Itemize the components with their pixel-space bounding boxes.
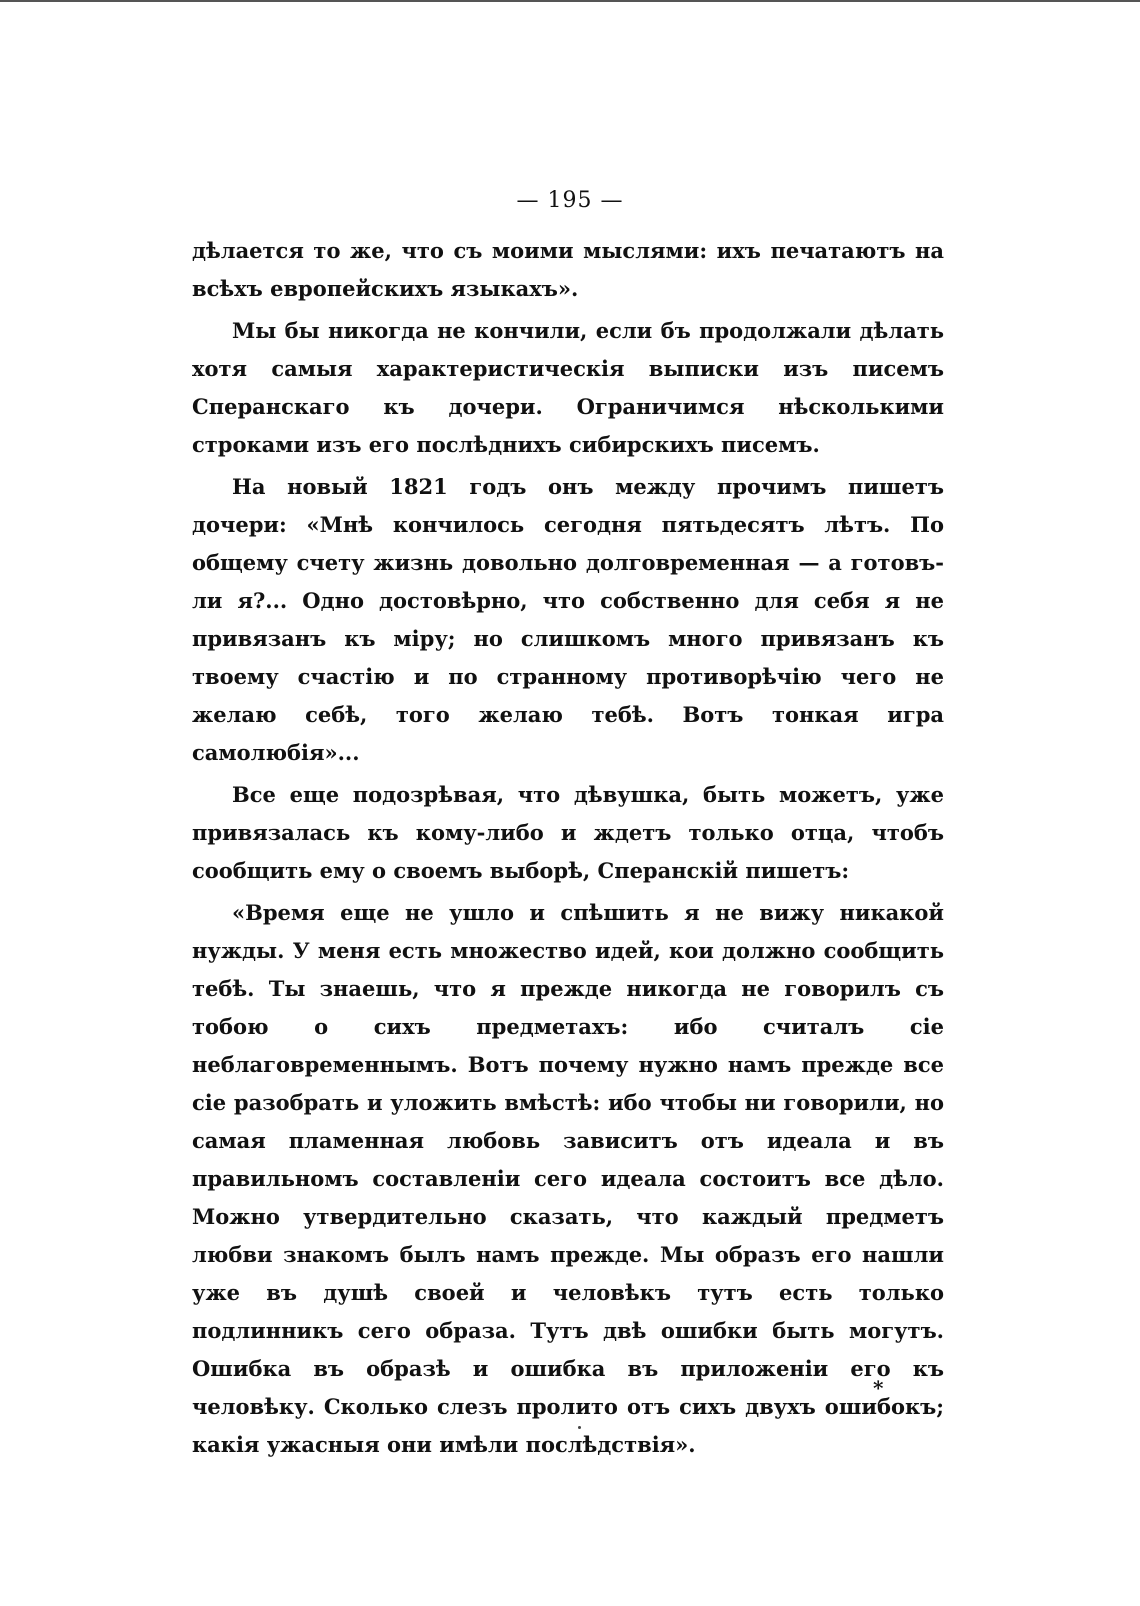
paragraph-letter-quote: «Время еще не ушло и спѣшить я не вижу никакой нужды. У меня есть множество идей, кои должно сообщить тебѣ. Ты знаешь, что я прежде никогда не говорилъ съ тобою о сихъ предметахъ: ибо считалъ сіе неблаговременнымъ. Вотъ почему нужно намъ прежде все сіе разобрать и уложить вмѣстѣ: ибо чтобы ни говорили, но самая пламенная любовь зависитъ отъ идеала и въ правильномъ составленіи сего идеала состоитъ все дѣло. Можно утвердительно сказать, что каждый предметъ любви знакомъ былъ намъ прежде. Мы образъ его нашли уже въ душѣ своей и человѣкъ тутъ есть только подлинникъ сего образа. Тутъ двѣ ошибки быть могутъ. Ошибка въ образѣ и ошибка въ приложеніи его къ человѣку. Сколько слезъ пролито отъ сихъ двухъ ошибокъ; какія ужасныя они имѣли послѣдствія». (192, 900, 944, 1457)
asterisk-mark: * (873, 1376, 884, 1400)
paragraph-suspicion: Все еще подозрѣвая, что дѣвушка, быть можетъ, уже привязалась къ кому-либо и ждетъ только отца, чтобъ сообщить ему о своемъ выборѣ, Сперанскій пишетъ: (192, 782, 944, 883)
paragraph-excerpts: Мы бы никогда не кончили, если бъ продолжали дѣлать хотя самыя характеристическія выписки изъ писемъ Сперанскаго къ дочери. Ограничимся нѣсколькими строками изъ его послѣднихъ сибирскихъ писемъ. (192, 318, 944, 457)
page-number: — 195 — (516, 188, 624, 213)
paragraph-continuation: дѣлается то же, что съ моими мыслями: ихъ печатаютъ на всѣхъ европейскихъ языкахъ». (192, 238, 944, 301)
page-top-edge-rule (0, 0, 1140, 2)
body-text (192, 232, 944, 1468)
paragraph-new-year-letter: На новый 1821 годъ онъ между прочимъ пишетъ дочери: «Мнѣ кончилось сегодня пятьдесятъ лѣтъ. По общему счету жизнь довольно долговременная — а готовъ-ли я?... Одно достовѣрно, что собственно для себя я не привязанъ къ міру; но слишкомъ много привязанъ къ твоему счастію и по странному противорѣчію чего не желаю себѣ, того желаю тебѣ. Вотъ тонкая игра самолюбія»... (192, 474, 944, 765)
stray-dot (578, 1426, 581, 1429)
